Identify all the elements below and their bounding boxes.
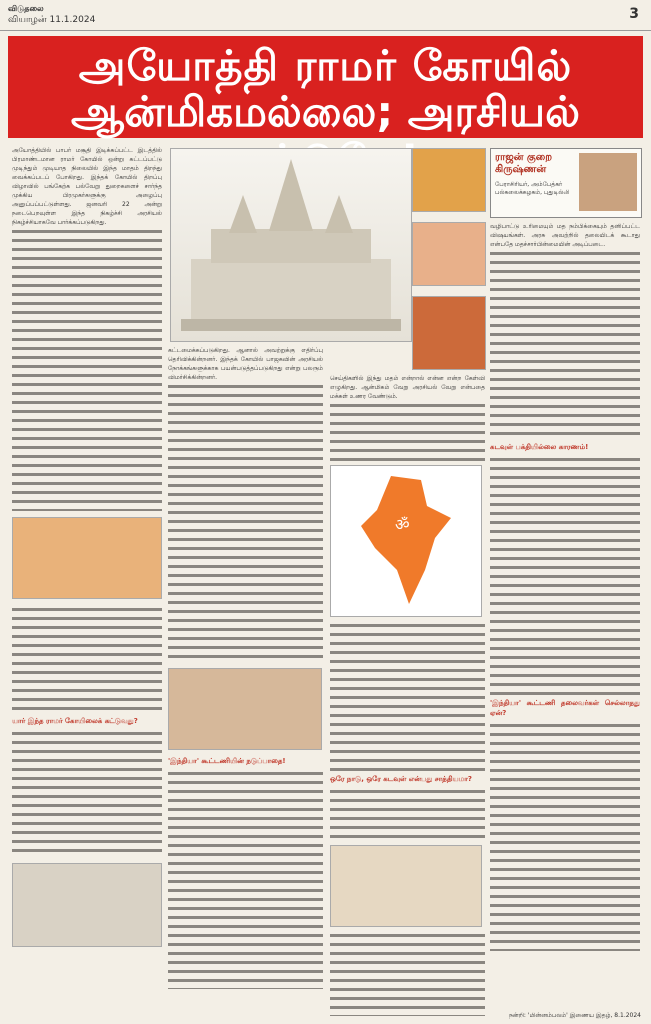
india-map-graphic [331,466,481,616]
column-4-subheading-2: 'இந்தியா' கூட்டணி தலைவர்கள் செல்லாதது ஏன்? [490,699,640,717]
column-4-text: வழிபாட்டு உரிமையும் மத நம்பிக்கையும் தனிப்பட்ட விஷயங்கள். அரசு அவற்றில் தலையிடக் கூடாது என்பதே மதச்சார்பின்மையின் அடிப்படை. [490,223,640,248]
column-3-text-lines-3 [330,787,485,841]
author-role: பேராசிரியர், அம்பேத்கர் பல்கலைக்கழகம், புதுடில்லி [495,181,570,196]
leader-portrait-1 [412,148,486,212]
article-column-1 [12,146,162,1016]
column-1-text-lines-2 [12,605,162,713]
speaker-photo [168,668,322,750]
headline-banner [8,36,643,138]
column-2-text-lines [168,382,323,662]
column-1-text: அயோத்தியில் பாபர் மசூதி இடிக்கப்பட்ட இடத்தில் பிரமாண்டமான ராமர் கோயில் ஒன்று கட்டப்பட்டு முடிந்தும் முடியாத நிலையில் இந்த மாதம் திறந்து வைக்கப்படப் போகிறது. இந்தக் கோயில் திறப்பு விழாவில் பங்கேற்க பல்வேறு துறைகளைச் சார்ந்த முக்கிய பிரமுகர்களுக்கு அழைப்பு அனுப்பப்பட்டுள்ளது. ஜனவரி 22 அன்று நடைபெறவுள்ள இந்த நிகழ்ச்சி அரசியல் நிகழ்ச்சியாகவே பார்க்கப்படுகிறது. [12,147,162,226]
article-column-4 [490,222,640,1002]
author-name: ராஜன் குறை கிருஷ்ணன் [495,152,553,175]
india-map-image [330,465,482,617]
column-4-text-lines-2 [490,455,640,695]
column-4-text-lines [490,249,640,439]
leader-portrait-3 [412,296,486,370]
leaders-photo [12,863,162,947]
column-1-text-lines-3 [12,729,162,857]
column-4-text-lines-3 [490,721,640,951]
column-4-subheading-1: கடவுள் பக்தியில்லை காரணம்! [490,443,589,451]
politician-photo [330,845,482,927]
column-3-text: செய்திகளில் இந்து மதம் என்றால் என்ன என்ற கேள்வி எழுகிறது. ஆன்மிகம் வேறு அரசியல் வேறு என்பதை மக்கள் உணர வேண்டும். [330,375,485,400]
column-2-text-lines-2 [168,769,323,989]
column-3-text-lines-2 [330,621,485,771]
column-2-text: கட்டமைக்கப்படுகிறது. ஆனால் அவற்றுக்கு எதிர்ப்பு தெரிவிக்கின்றனர். இந்தக் கோயில் பாஜகவின் அரசியல் நோக்கங்களுக்காக பயன்படுத்தப்படுகிறது என்று பலரும் விமர்சிக்கின்றனர். [168,347,323,381]
source-credit: நன்றி: 'மின்னம்பலம்' இணைய இதழ், 8.1.2024 [509,1012,641,1019]
leader-portrait-2 [412,222,486,286]
article-column-2 [168,346,323,1016]
column-3-text-lines-4 [330,931,485,1016]
headline-line-1: அயோத்தி ராமர் கோயில் [78,41,573,90]
issue-date: வியாழன் 11.1.2024 [8,15,96,25]
seer-photo [12,517,162,599]
page-number: 3 [629,6,639,22]
author-box [490,148,642,218]
column-3-text-lines [330,401,485,461]
svg-text:ॐ: ॐ [395,515,410,534]
headline-line-2: ஆன்மிகமல்லை; அரசியல் [71,87,580,136]
author-photo [579,153,637,211]
article-column-3 [330,374,485,1016]
column-2-subheading: 'இந்தியா' கூட்டணியின் நடுப்பாதை! [168,757,286,765]
temple-illustration [171,149,411,341]
ram-temple-photo [170,148,412,342]
column-1-subheading: யார் இந்த ராமர் கோயிலைக் கட்டுவது? [12,717,138,725]
column-1-text-lines [12,227,162,511]
column-3-subheading: ஒரே நாடு, ஒரே கடவுள் என்பது சாத்தியமா? [330,775,472,783]
newspaper-name: விடுதலை [8,4,44,13]
masthead [0,0,651,31]
